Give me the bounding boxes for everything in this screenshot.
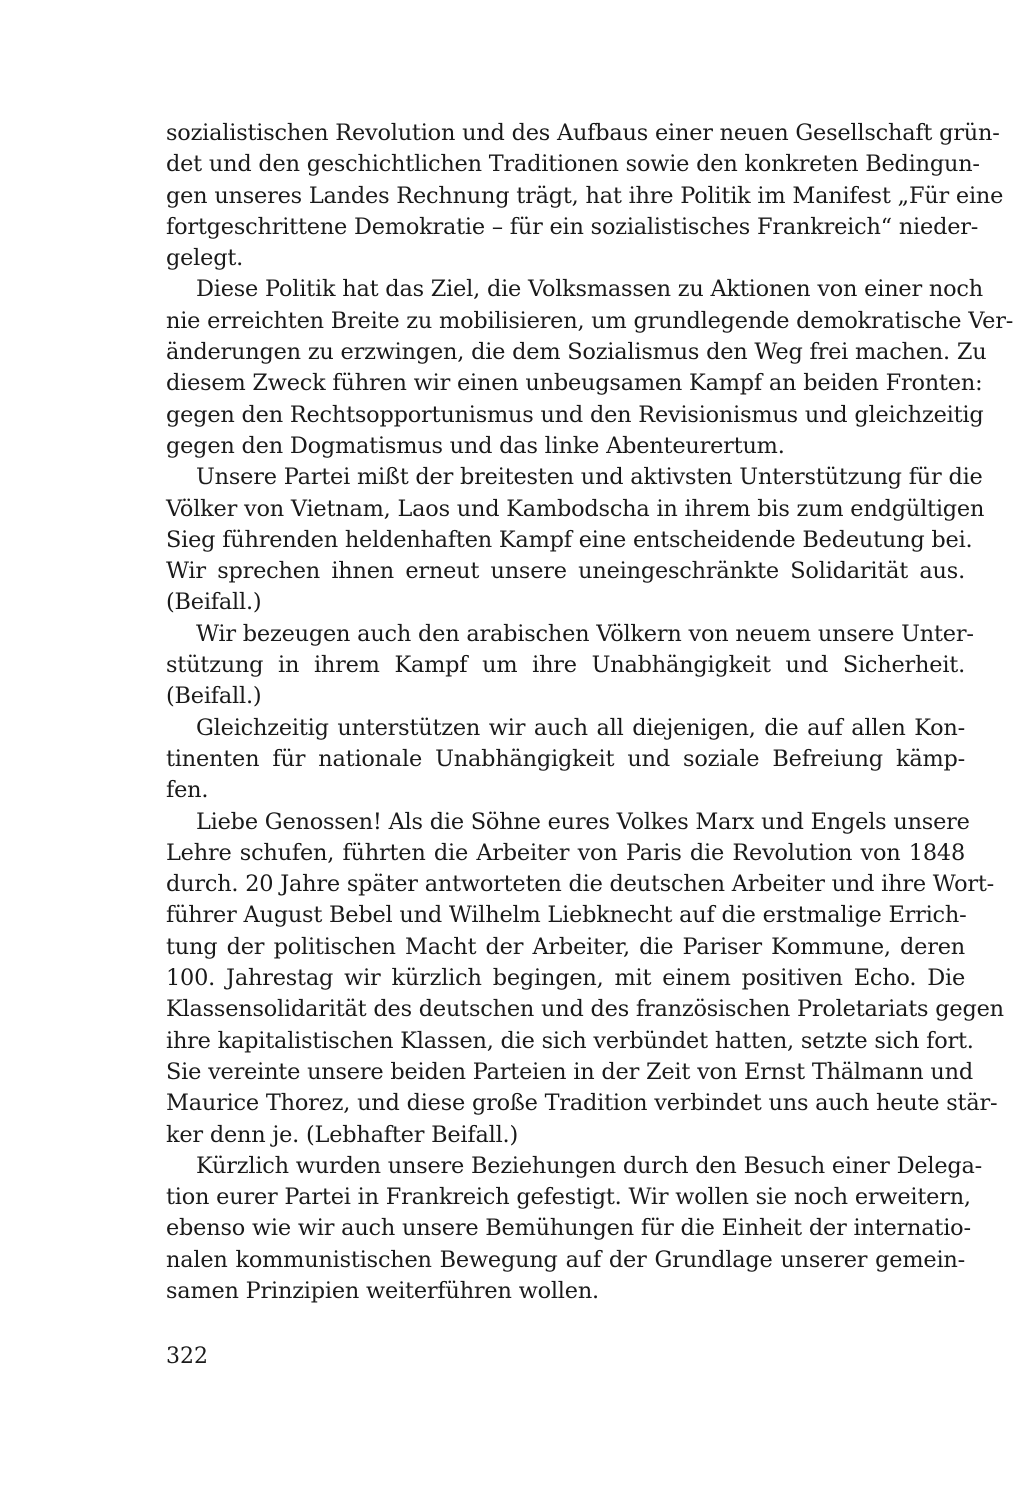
page-number: 322 — [166, 1344, 208, 1369]
page-body — [166, 118, 1014, 1307]
text-line: fortgeschrittene Demokratie – für ein sozialistisches Frankreich“ nieder- — [166, 213, 979, 240]
paragraph — [166, 462, 985, 618]
text-line: samen Prinzipien weiterführen wollen. — [166, 1277, 599, 1304]
text-line: Gleichzeitig unterstützen wir auch all diejenigen, die auf allen Kon- — [196, 714, 965, 741]
text-line: Kürzlich wurden unsere Beziehungen durch den Besuch einer Delega- — [196, 1152, 983, 1179]
text-line: tung der politischen Macht der Arbeiter, die Pariser Kommune, deren — [166, 933, 965, 960]
text-line: gelegt. — [166, 245, 244, 272]
text-line: Wir sprechen ihnen erneut unsere uneingeschränkte Solidarität aus. — [166, 558, 965, 585]
paragraph — [166, 1151, 983, 1307]
text-line: Wir bezeugen auch den arabischen Völkern von neuem unsere Unter- — [196, 620, 974, 647]
text-line: Sie vereinte unsere beiden Parteien in der Zeit von Ernst Thälmann und — [166, 1058, 974, 1085]
text-line: Völker von Vietnam, Laos und Kambodscha in ihrem bis zum endgültigen — [166, 495, 985, 522]
text-line: nie erreichten Breite zu mobilisieren, um grundlegende demokratische Ver- — [166, 307, 1014, 334]
text-line: Unsere Partei mißt der breitesten und aktivsten Unterstützung für die — [196, 464, 983, 491]
paragraph — [166, 807, 1004, 1151]
text-line: diesem Zweck führen wir einen unbeugsamen Kampf an beiden Fronten: — [166, 370, 983, 397]
text-line: ihre kapitalistischen Klassen, die sich verbündet hatten, setzte sich fort. — [166, 1027, 974, 1054]
text-line: gegen den Dogmatismus und das linke Abenteurertum. — [166, 432, 785, 459]
text-line: tinenten für nationale Unabhängigkeit und soziale Befreiung kämp- — [166, 745, 965, 772]
text-line: (Beifall.) — [166, 589, 262, 616]
paragraph — [166, 274, 1014, 462]
text-line: Liebe Genossen! Als die Söhne eures Volkes Marx und Engels unsere — [196, 808, 970, 835]
text-line: führer August Bebel und Wilhelm Liebknecht auf die erstmalige Errich- — [166, 902, 967, 929]
text-line: det und den geschichtlichen Traditionen sowie den konkreten Bedingun- — [166, 151, 980, 178]
paragraph — [166, 713, 965, 807]
text-line: nalen kommunistischen Bewegung auf der Grundlage unserer gemein- — [166, 1246, 965, 1273]
text-line: durch. 20 Jahre später antworteten die deutschen Arbeiter und ihre Wort- — [166, 871, 995, 898]
paragraph — [166, 118, 1004, 274]
text-line: Maurice Thorez, und diese große Tradition verbindet uns auch heute stär- — [166, 1090, 998, 1117]
text-line: ker denn je. (Lebhafter Beifall.) — [166, 1121, 519, 1148]
text-line: stützung in ihrem Kampf um ihre Unabhängigkeit und Sicherheit. — [166, 652, 965, 679]
text-line: fen. — [166, 777, 209, 804]
text-line: Klassensolidarität des deutschen und des französischen Proletariats gegen — [166, 996, 1004, 1023]
text-line: 100. Jahrestag wir kürzlich begingen, mit einem positiven Echo. Die — [166, 965, 965, 992]
text-line: änderungen zu erzwingen, die dem Sozialismus den Weg frei machen. Zu — [166, 339, 987, 366]
text-line: Diese Politik hat das Ziel, die Volksmassen zu Aktionen von einer noch — [196, 276, 983, 303]
text-line: Lehre schufen, führten die Arbeiter von Paris die Revolution von 1848 — [166, 839, 965, 866]
text-line: tion eurer Partei in Frankreich gefestigt. Wir wollen sie noch erweitern, — [166, 1184, 971, 1211]
text-line: Sieg führenden heldenhaften Kampf eine entscheidende Bedeutung bei. — [166, 526, 973, 553]
text-line: sozialistischen Revolution und des Aufbaus einer neuen Gesellschaft grün- — [166, 120, 1000, 146]
text-line: gegen den Rechtsopportunismus und den Revisionismus und gleichzeitig — [166, 401, 984, 428]
paragraph — [166, 619, 974, 713]
text-line: (Beifall.) — [166, 683, 262, 710]
text-line: gen unseres Landes Rechnung trägt, hat ihre Politik im Manifest „Für eine — [166, 182, 1004, 209]
text-line: ebenso wie wir auch unsere Bemühungen für die Einheit der internatio- — [166, 1215, 971, 1242]
